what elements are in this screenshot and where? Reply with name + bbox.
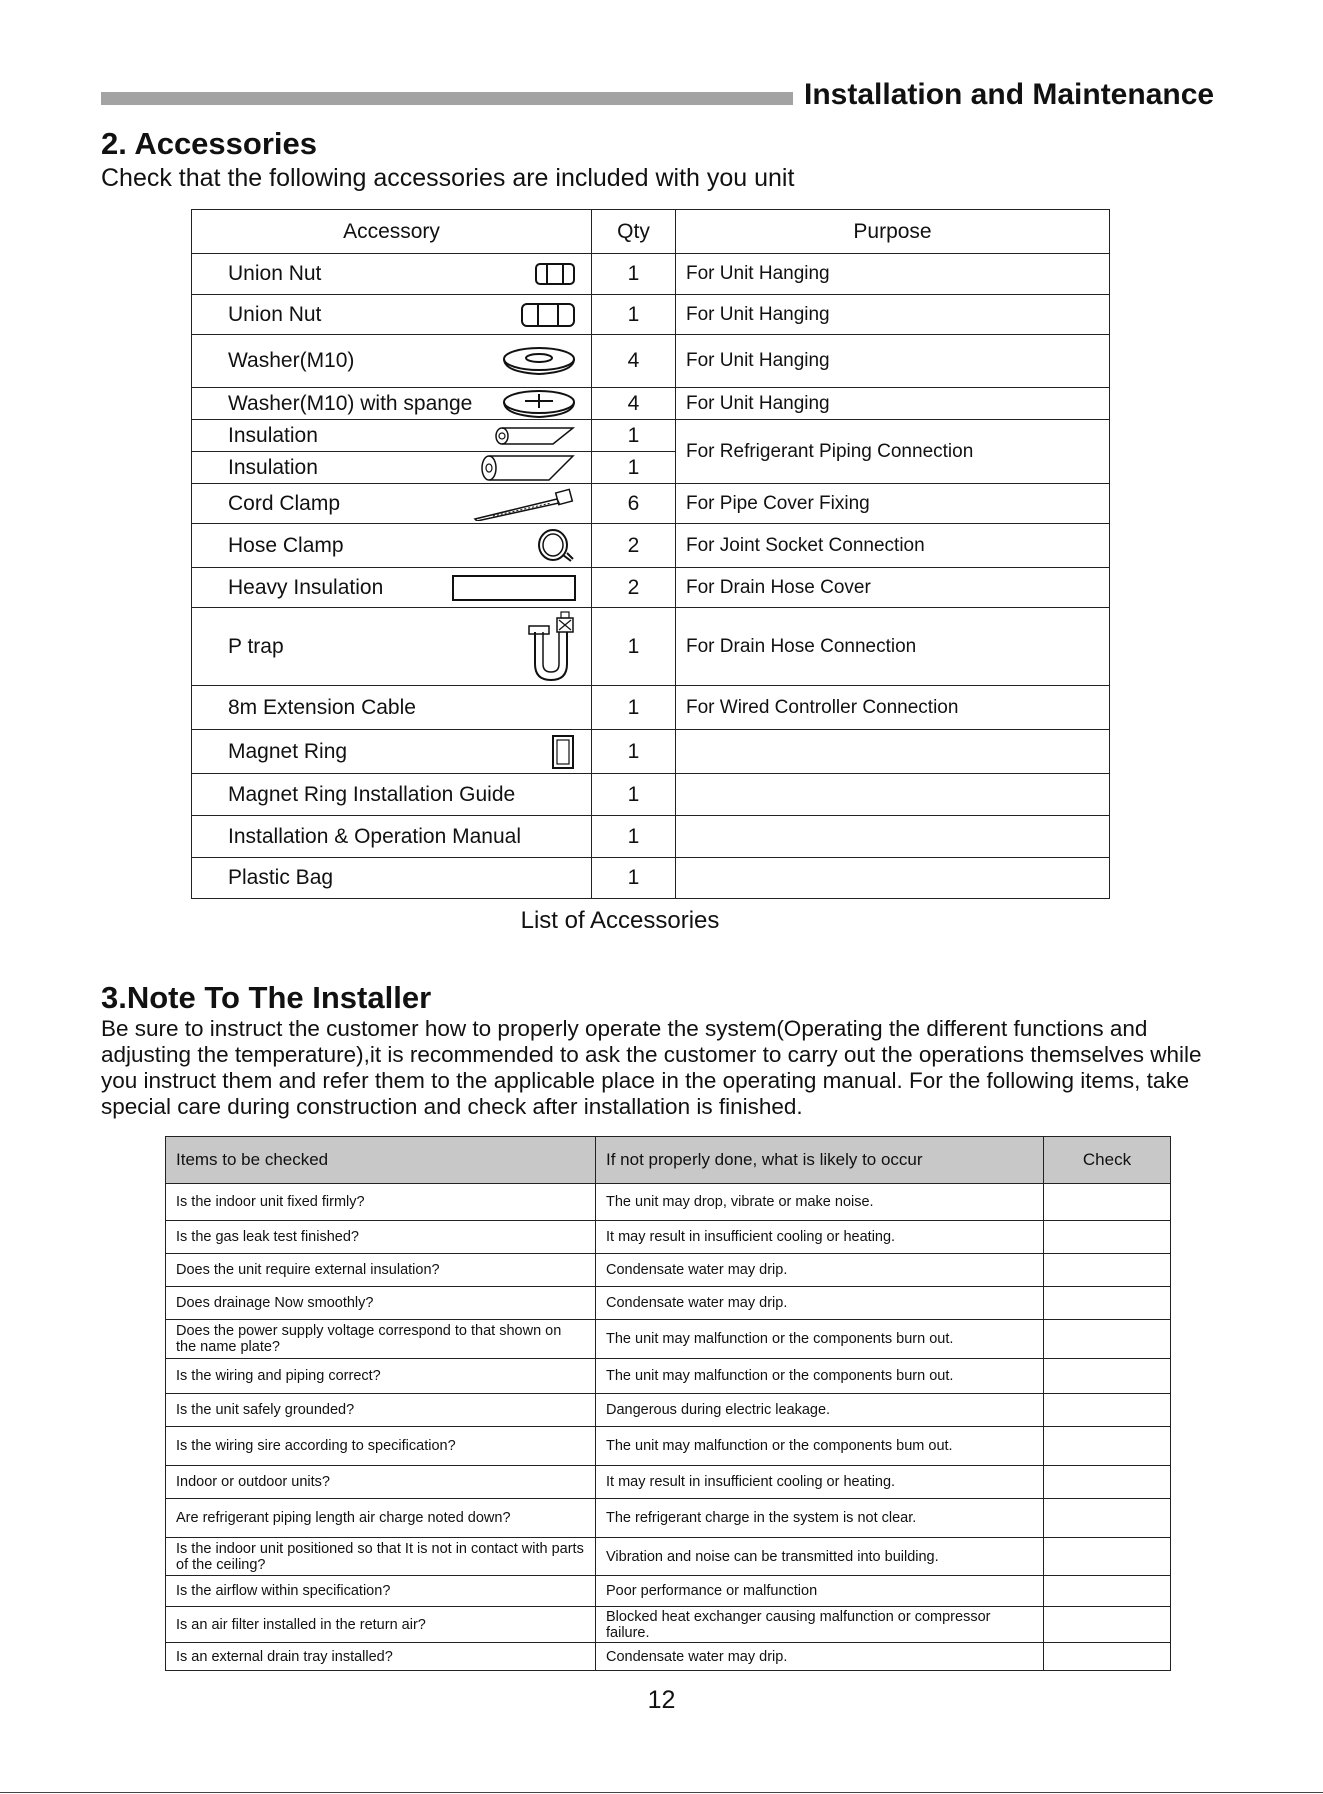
accessory-name: Plastic Bag <box>228 866 334 889</box>
check-item: Are refrigerant piping length air charge noted down? <box>166 1499 596 1538</box>
accessory-purpose <box>676 858 1110 899</box>
table-row <box>166 1538 1171 1576</box>
heavy-insulation-icon <box>451 573 577 603</box>
accessory-name: Hose Clamp <box>228 533 344 557</box>
accessory-name: Insulation <box>228 423 318 447</box>
check-item: Is the airflow within specification? <box>166 1576 596 1607</box>
accessory-qty: 2 <box>592 568 676 608</box>
washer-sponge-icon <box>501 389 577 419</box>
accessory-qty: 1 <box>592 420 676 452</box>
check-box[interactable] <box>1044 1538 1171 1576</box>
table-row <box>192 295 1110 335</box>
accessory-name: Washer(M10) with spange <box>228 391 473 415</box>
table-row <box>166 1394 1171 1427</box>
column-header-qty: Qty <box>592 210 676 254</box>
check-effect: The refrigerant charge in the system is not clear. <box>596 1499 1044 1538</box>
p-trap-icon <box>521 610 577 684</box>
table-row <box>166 1254 1171 1287</box>
accessory-purpose <box>676 774 1110 816</box>
table-row <box>166 1499 1171 1538</box>
accessory-name: Insulation <box>228 455 318 479</box>
check-item: Is the unit safely grounded? <box>166 1394 596 1427</box>
accessory-purpose <box>676 816 1110 858</box>
insulation-icon <box>493 425 577 447</box>
check-effect: The unit may malfunction or the components burn out. <box>596 1320 1044 1359</box>
accessory-name: P trap <box>228 634 284 658</box>
table-row <box>192 335 1110 388</box>
column-header-check: Check <box>1044 1137 1171 1184</box>
accessory-name: 8m Extension Cable <box>228 695 416 719</box>
check-effect: Blocked heat exchanger causing malfunction or compressor failure. <box>596 1607 1044 1643</box>
table-row <box>192 484 1110 524</box>
accessory-name: Union Nut <box>228 262 322 285</box>
page-header-title: Installation and Maintenance <box>804 78 1215 111</box>
check-box[interactable] <box>1044 1254 1171 1287</box>
table-row <box>192 774 1110 816</box>
check-item: Does the power supply voltage correspond to that shown on the name plate? <box>166 1320 596 1359</box>
table-row <box>192 420 1110 452</box>
table-row <box>166 1184 1171 1221</box>
check-box[interactable] <box>1044 1576 1171 1607</box>
accessory-purpose: For Pipe Cover Fixing <box>676 484 1110 524</box>
check-box[interactable] <box>1044 1320 1171 1359</box>
check-item: Is the wiring sire according to specification? <box>166 1427 596 1466</box>
accessory-name: Installation & Operation Manual <box>228 824 522 848</box>
check-effect: Vibration and noise can be transmitted into building. <box>596 1538 1044 1576</box>
accessory-name: Magnet Ring Installation Guide <box>228 782 516 806</box>
check-box[interactable] <box>1044 1499 1171 1538</box>
accessory-qty: 1 <box>592 295 676 335</box>
accessory-qty: 1 <box>592 254 676 295</box>
table-row <box>166 1576 1171 1607</box>
hose-clamp-icon <box>533 527 577 565</box>
table-row <box>192 524 1110 568</box>
check-effect: It may result in insufficient cooling or heating. <box>596 1221 1044 1254</box>
accessory-name: Washer(M10) <box>228 349 355 372</box>
accessory-purpose: For Unit Hanging <box>676 388 1110 420</box>
accessory-purpose: For Drain Hose Cover <box>676 568 1110 608</box>
check-item: Is the wiring and piping correct? <box>166 1359 596 1394</box>
table-row <box>192 254 1110 295</box>
accessory-qty: 4 <box>592 388 676 420</box>
table-row <box>166 1607 1171 1643</box>
check-item: Does the unit require external insulation? <box>166 1254 596 1287</box>
accessory-qty: 6 <box>592 484 676 524</box>
accessory-qty: 1 <box>592 608 676 686</box>
check-effect: It may result in insufficient cooling or heating. <box>596 1466 1044 1499</box>
check-box[interactable] <box>1044 1287 1171 1320</box>
check-effect: Condensate water may drip. <box>596 1254 1044 1287</box>
check-effect: Dangerous during electric leakage. <box>596 1394 1044 1427</box>
nut-icon <box>519 300 577 330</box>
check-item: Is an external drain tray installed? <box>166 1643 596 1671</box>
table-caption: List of Accessories <box>520 907 720 934</box>
table-row <box>192 730 1110 774</box>
check-effect: Poor performance or malfunction <box>596 1576 1044 1607</box>
nut-icon <box>533 260 577 288</box>
accessory-purpose: For Wired Controller Connection <box>676 686 1110 730</box>
table-row <box>192 686 1110 730</box>
accessory-name: Union Nut <box>228 302 322 326</box>
washer-icon <box>501 346 577 376</box>
installer-section-title: 3.Note To The Installer <box>101 980 432 1015</box>
table-row <box>166 1466 1171 1499</box>
check-effect: The unit may malfunction or the components burn out. <box>596 1359 1044 1394</box>
check-effect: Condensate water may drip. <box>596 1643 1044 1671</box>
accessory-purpose: For Unit Hanging <box>676 254 1110 295</box>
check-effect: Condensate water may drip. <box>596 1287 1044 1320</box>
check-box[interactable] <box>1044 1607 1171 1643</box>
accessory-qty: 1 <box>592 730 676 774</box>
accessories-intro: Check that the following accessories are included with you unit <box>101 164 795 192</box>
accessory-purpose: For Unit Hanging <box>676 295 1110 335</box>
check-item: Is the gas leak test finished? <box>166 1221 596 1254</box>
accessory-purpose: For Drain Hose Connection <box>676 608 1110 686</box>
check-item: Is an air filter installed in the return air? <box>166 1607 596 1643</box>
check-box[interactable] <box>1044 1427 1171 1466</box>
accessory-purpose: For Refrigerant Piping Connection <box>676 420 1110 484</box>
bottom-rule <box>0 1792 1323 1793</box>
accessory-qty: 1 <box>592 452 676 484</box>
table-row <box>192 608 1110 686</box>
check-box[interactable] <box>1044 1359 1171 1394</box>
table-row <box>166 1287 1171 1320</box>
table-row <box>192 388 1110 420</box>
check-effect: The unit may malfunction or the components bum out. <box>596 1427 1044 1466</box>
installer-paragraph: Be sure to instruct the customer how to properly operate the system(Operating the different functions and adjusting the temperature),it is recommended to ask the customer to carry out the operations themselves while you instruct them and refer them to the applicable place in the operating manual. For the following items, take special care during construction and check after installation is finished. <box>101 1016 1202 1119</box>
accessory-qty: 1 <box>592 858 676 899</box>
accessories-section-title: 2. Accessories <box>101 126 318 161</box>
table-row <box>166 1221 1171 1254</box>
table-row <box>166 1359 1171 1394</box>
check-item: Is the indoor unit positioned so that It is not in contact with parts of the ceiling? <box>166 1538 596 1576</box>
magnet-ring-icon <box>549 734 577 770</box>
cord-clamp-icon <box>473 487 577 521</box>
check-box[interactable] <box>1044 1466 1171 1499</box>
check-box[interactable] <box>1044 1643 1171 1671</box>
insulation-icon <box>479 453 577 483</box>
accessory-name: Cord Clamp <box>228 491 341 515</box>
accessories-table <box>191 209 1110 899</box>
check-effect: The unit may drop, vibrate or make noise. <box>596 1184 1044 1221</box>
table-row <box>166 1643 1171 1671</box>
table-row <box>192 858 1110 899</box>
accessory-purpose: For Unit Hanging <box>676 335 1110 388</box>
table-row <box>192 816 1110 858</box>
table-row <box>166 1427 1171 1466</box>
check-box[interactable] <box>1044 1221 1171 1254</box>
accessory-qty: 1 <box>592 774 676 816</box>
accessory-qty: 2 <box>592 524 676 568</box>
accessory-qty: 1 <box>592 816 676 858</box>
check-box[interactable] <box>1044 1184 1171 1221</box>
accessory-name: Heavy Insulation <box>228 575 384 599</box>
accessory-purpose: For Joint Socket Connection <box>676 524 1110 568</box>
accessory-purpose <box>676 730 1110 774</box>
check-table <box>165 1136 1171 1671</box>
table-row <box>192 568 1110 608</box>
column-header-items: Items to be checked <box>166 1137 596 1184</box>
accessory-qty: 4 <box>592 335 676 388</box>
check-box[interactable] <box>1044 1394 1171 1427</box>
column-header-effect: If not properly done, what is likely to occur <box>596 1137 1044 1184</box>
check-item: Does drainage Now smoothly? <box>166 1287 596 1320</box>
table-row <box>166 1320 1171 1359</box>
page-number: 12 <box>647 1686 676 1714</box>
accessory-name: Magnet Ring <box>228 739 348 763</box>
column-header-purpose: Purpose <box>676 210 1110 254</box>
check-item: Is the indoor unit fixed firmly? <box>166 1184 596 1221</box>
accessory-qty: 1 <box>592 686 676 730</box>
column-header-accessory: Accessory <box>192 210 592 254</box>
header-bar <box>101 92 793 105</box>
check-item: Indoor or outdoor units? <box>166 1466 596 1499</box>
